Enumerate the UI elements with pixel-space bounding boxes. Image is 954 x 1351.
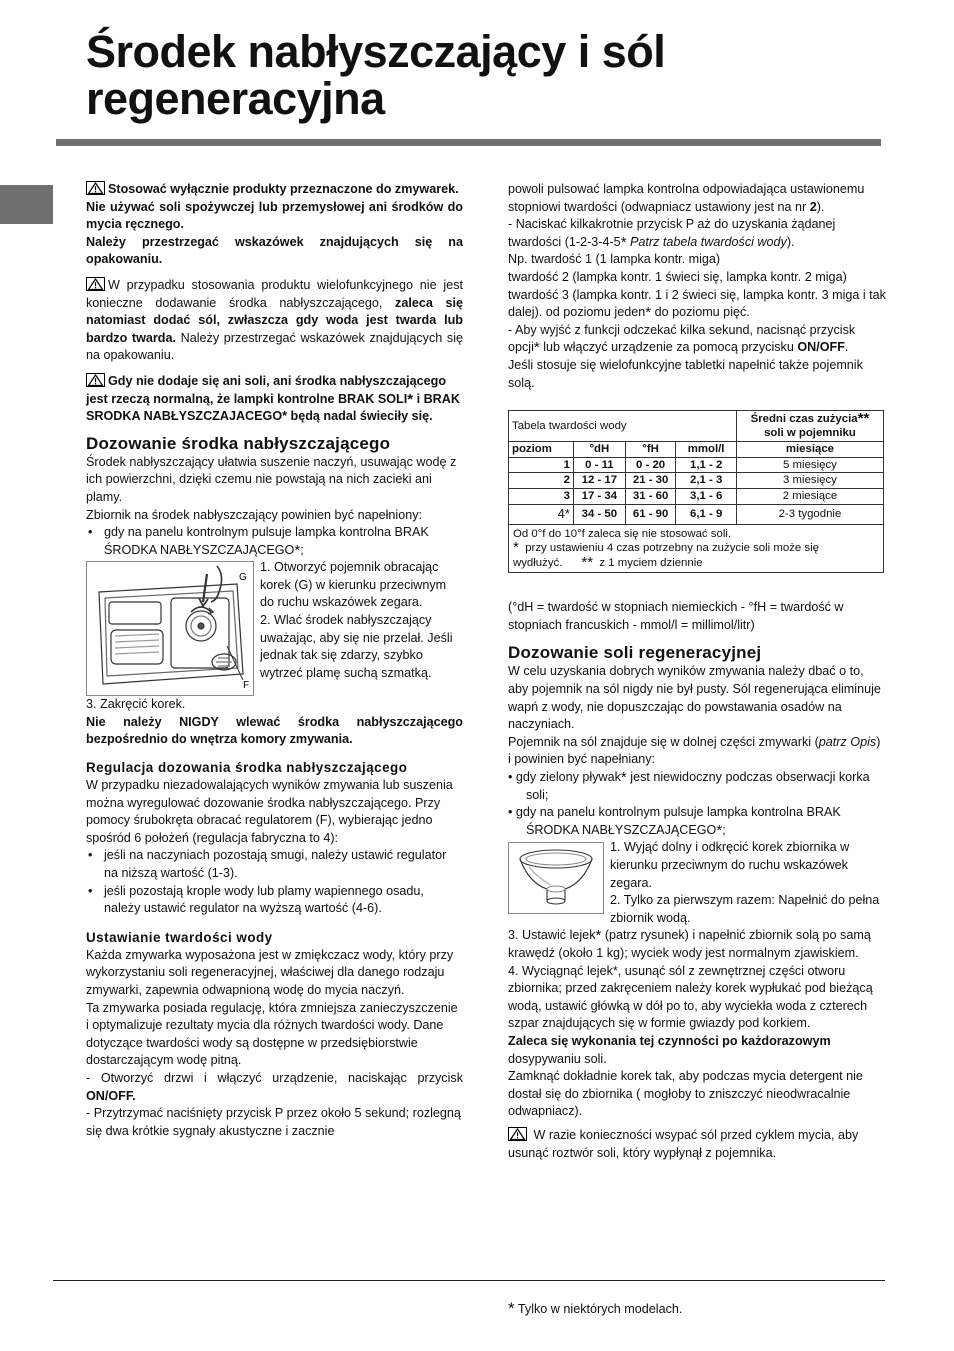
rinse-never-note: Nie należy NIGDY wlewać środka nabłyszczającego bezpośrednio do wnętrza komory zmywania. xyxy=(86,714,463,747)
rinse-step-3: 3. Zakręcić korek. xyxy=(86,697,186,712)
table-header: miesiące xyxy=(736,442,883,458)
warning-text: Należy przestrzegać wskazówek znajdujących się na opakowaniu. xyxy=(86,330,463,363)
table-consumption-header: Średni czas zużycia** soli w pojemniku xyxy=(736,411,883,442)
salt-intro: W celu uzyskania dobrych wyników zmywania należy dbać o to, aby pojemnik na sól nigdy nie był pusty. Sól regenerująca eliminuje wapń z wody, nie dopuszczając do powstawania osadów na naczyniach. xyxy=(508,664,881,732)
side-tab xyxy=(0,185,53,224)
salt-recommendation: Zaleca się wykonania tej czynności po każdorazowym xyxy=(508,1033,831,1048)
hardness-cont-2: - Naciskać kilkakrotnie przycisk P aż do uzyskania żądanej twardości (1-2-3-4-5* Patrz tabela twardości wody). xyxy=(508,217,836,251)
hardness-step-hold: - Przytrzymać naciśnięty przycisk P przez około 5 sekund; rozlegną się dwa krótkie sygnały akustyczne i zacznie xyxy=(86,1106,461,1138)
rinse-aid-when: Zbiornik na środek nabłyszczający powinien być napełniony: xyxy=(86,507,423,522)
salt-conditions xyxy=(508,769,886,839)
salt-close-cap: Zamknąć dokładnie korek tak, aby podczas mycia detergent nie dostał się do zbiornika ( mogłoby to zniszczyć nieodwracalnie odwapniacz). xyxy=(508,1069,863,1119)
regulation-bullets xyxy=(86,847,463,917)
hardness-step-onoff: - Otworzyć drzwi i włączyć urządzenie, naciskając przycisk ON/OFF. xyxy=(86,1070,463,1103)
warning-text: Gdy nie dodaje się ani soli, ani środka nabłyszczającego jest rzeczą normalną, że lampki kontrolne BRAK SOLI xyxy=(86,373,447,406)
hardness-tablets: Jeśli stosuje się wielofunkcyjne tabletki napełnić także pojemnik solą. xyxy=(508,357,863,390)
salt-warning: W razie konieczności wsypać sól przed cyklem mycia, aby usunąć roztwór soli, który wypłynął z pojemnika. xyxy=(508,1127,859,1160)
warning-text: Stosować wyłącznie produkty przeznaczone do zmywarek. xyxy=(108,182,459,196)
warning-text: zaleca się natomiast dodać sól, zwłaszcza gdy woda jest twarda lub bardzo twarda. xyxy=(86,295,463,345)
hardness-text-2: Ta zmywarka posiada regulację, która zmniejsza zanieczyszczenie i optymalizuje rezultaty mycia dla różnych twardości wody. Dane dotyczące twardości wody są dostępne w przedsiębiorstwie dostarczającym wodę pitną. xyxy=(86,1000,458,1068)
warning-icon xyxy=(86,181,105,195)
list-item: • jeśli pozostają krople wody lub plamy wapiennego osadu, należy ustawić regulator na wyższą wartość (4-6). xyxy=(86,883,463,918)
warning-text: Nie używać soli spożywczej lub przemysłowej ani środków do mycia ręcznego. xyxy=(86,199,463,232)
warning-icon xyxy=(508,1127,527,1141)
title-rule xyxy=(56,139,881,146)
hardness-text-1: Każda zmywarka wyposażona jest w zmiękczacz wody, który przy wykorzystaniu soli regeneracyjnej, właściwej dla danego rodzaju zmywarki, zapewnia odwapnioną wodę do mycia naczyń. xyxy=(86,947,454,997)
table-row: 4* 34 - 50 61 - 90 6,1 - 9 2-3 tygodnie xyxy=(509,504,884,524)
salt-location: Pojemnik na sól znajduje się w dolnej części zmywarki (patrz Opis) i powinien być napełniany: xyxy=(508,734,881,767)
table-row: 2 12 - 17 21 - 30 2,1 - 3 3 miesięcy xyxy=(509,473,884,489)
water-hardness-table xyxy=(508,410,884,573)
table-header: mmol/l xyxy=(676,442,737,458)
salt-step-3: 3. Ustawić lejek* (patrz rysunek) i napełnić zbiornik solą po samą krawędź (około 1 kg); wyciek wody jest normalnym zjawiskiem. xyxy=(508,927,871,960)
table-row: 1 0 - 11 0 - 20 1,1 - 2 5 miesięcy xyxy=(509,457,884,473)
salt-recommendation-cont: dosypywaniu soli. xyxy=(508,1051,607,1066)
table-header: °fH xyxy=(625,442,676,458)
hardness-example-1: Np. twardość 1 (1 lampka kontr. miga) xyxy=(508,252,721,267)
salt-step-2: 2. Tylko za pierwszym razem: Napełnić do pełna zbiornik wodą. xyxy=(610,893,880,925)
regulation-heading: Regulacja dozowania środka nabłyszczającego xyxy=(86,760,408,776)
table-header: °dH xyxy=(573,442,625,458)
footnote: * Tylko w niektórych modelach. xyxy=(508,1299,683,1318)
units-note: (°dH = twardość w stopniach niemieckich - °fH = twardość w stopniach francuskich - mmol/l = millimol/litr) xyxy=(508,600,844,632)
warning-text: W przypadku stosowania produktu wielofunkcyjnego nie jest konieczne dodawanie środka nabłyszczającego, xyxy=(86,277,463,310)
rinse-aid-figure-block xyxy=(86,559,463,696)
hardness-cont-1: powoli pulsować lampka kontrolna odpowiadająca ustawionemu stopniowi twardości (odwapniacz ustawiony jest na nr 2). xyxy=(508,182,865,214)
hardness-heading: Ustawianie twardości wody xyxy=(86,929,273,945)
warning-multifunction xyxy=(86,277,463,365)
left-column xyxy=(86,181,463,1140)
bottom-rule xyxy=(53,1280,885,1281)
rinse-aid-dispenser-illustration xyxy=(86,561,254,696)
salt-step-1: 1. Wyjąć dolny i odkręcić korek zbiornika w kierunku przeciwnym do ruchu wskazówek zegara. xyxy=(610,840,850,890)
table-title: Tabela twardości wody xyxy=(509,411,737,442)
table-row: 3 17 - 34 31 - 60 3,1 - 6 2 miesiące xyxy=(509,488,884,504)
rinse-aid-heading: Dozowanie środka nabłyszczającego xyxy=(86,433,391,453)
hardness-example-2: twardość 2 (lampka kontr. 1 świeci się, lampka kontr. 2 miga) xyxy=(508,269,847,284)
warning-icon xyxy=(86,373,105,387)
list-item: • gdy na panelu kontrolnym pulsuje lampka kontrolna BRAK ŚRODKA NABŁYSZCZAJĄCEGO*; xyxy=(508,805,841,839)
list-item: • gdy na panelu kontrolnym pulsuje lampka kontrolna BRAK ŚRODKA NABŁYSZCZAJĄCEGO*; xyxy=(86,524,463,559)
rinse-aid-intro: Środek nabłyszczający ułatwia suszenie naczyń, usuwając wodę z ich powierzchni, dzięki czemu nie powstają na nich zacieki ani plamy. xyxy=(86,454,457,504)
hardness-exit: - Aby wyjść z funkcji odczekać kilka sekund, nacisnąć przycisk opcji* lub włączyć urządzenie za pomocą przycisku ON/OFF. xyxy=(508,322,856,357)
hardness-example-3: twardość 3 (lampka kontr. 1 i 2 świeci się, lampka kontr. 3 miga i tak dalej). od poziomu jeden* do poziomu pięć. xyxy=(508,287,886,322)
warning-lamps: Gdy nie dodaje się ani soli, ani środka nabłyszczającego jest rzeczą normalną, że lampki kontrolne BRAK SOLI* i BRAK SRODKA NABŁYSZCZAJACEGO* będą nadal świeciły się. xyxy=(86,373,460,424)
salt-figure-block xyxy=(508,839,886,927)
right-column xyxy=(508,181,886,1162)
list-item: • jeśli na naczyniach pozostają smugi, należy ustawić regulator na niższą wartość (1-3). xyxy=(86,847,463,882)
table-notes: Od 0°f do 10°f zaleca się nie stosować soli. * przy ustawieniu 4 czas potrzebny na zużycie soli może się wydłużyć. ** z 1 myciem dziennie xyxy=(509,524,884,573)
salt-funnel-illustration xyxy=(508,842,604,914)
salt-heading: Dozowanie soli regeneracyjnej xyxy=(508,643,762,663)
page-title: Środek nabłyszczający i sól regeneracyjna xyxy=(86,26,666,124)
svg-text:F: F xyxy=(243,680,250,692)
warning-products xyxy=(86,181,463,269)
list-item: • gdy zielony pływak* jest niewidoczny podczas obserwacji korka soli; xyxy=(508,769,870,802)
svg-text:G: G xyxy=(239,572,247,584)
table-header-row xyxy=(509,442,884,458)
table-header: poziom xyxy=(509,442,574,458)
rinse-step-2: 2. Wlać środek nabłyszczający uważając, aby się nie przelał. Jeśli jednak tak się zdarzy, szybko wytrzeć plamę suchą szmatką. xyxy=(260,613,453,680)
warning-icon xyxy=(86,277,105,291)
salt-step-4: 4. Wyciągnąć lejek*, usunąć sól z zewnętrznej części otworu zbiornika; przed zakręceniem należy korek wypłukać pod bieżącą wodą, ustawić główką w dół po to, aby wyciekła woda z czterech szpar znajdujących się w formie gwiazdy pod korkiem. xyxy=(508,963,873,1031)
warning-text: i BRAK SRODKA NABŁYSZCZAJACEGO* będą nadal świeciły się. xyxy=(86,391,460,424)
rinse-step-1: 1. Otworzyć pojemnik obracając korek (G) w kierunku przeciwnym do ruchu wskazówek zegara. xyxy=(260,560,447,610)
warning-text: Należy przestrzegać wskazówek znajdujących się na opakowaniu. xyxy=(86,234,463,267)
regulation-text: W przypadku niezadowalających wyników zmywania lub suszenia można wyregulować dozowanie środka nabłyszczającego. Przy pomocy śrubokręta obracać regulatorem (F), wybierając jedno spośród 6 położeń (regulacja fabryczna to 4): xyxy=(86,778,453,845)
rinse-aid-bullets xyxy=(86,524,463,559)
